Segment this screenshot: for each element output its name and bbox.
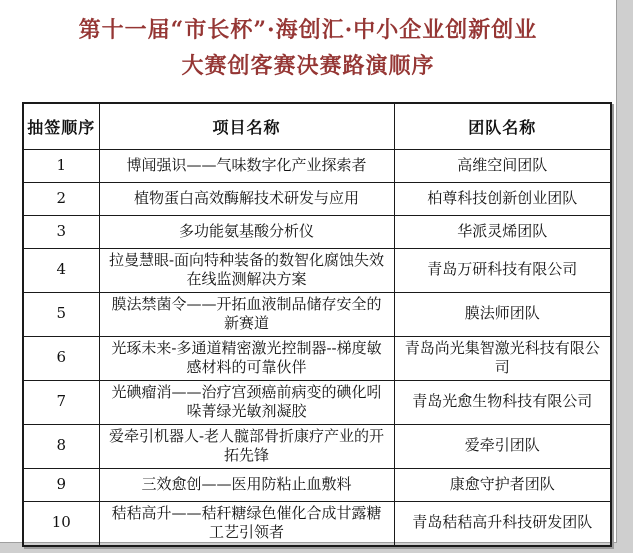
draw-order-cell: 1 (23, 149, 99, 182)
table-header-row (23, 103, 611, 149)
page-title (0, 12, 616, 84)
project-name-cell: 光琢未来-多通道精密激光控制器--梯度敏感材料的可靠伙伴 (99, 336, 394, 380)
table-row (23, 424, 611, 468)
project-name-cell: 光碘瘤消——治疗宫颈癌前病变的碘化吲哚菁绿光敏剂凝胶 (99, 380, 394, 424)
table-row (23, 501, 611, 546)
draw-order-cell: 9 (23, 468, 99, 501)
team-name-cell: 青岛尚光集智激光科技有限公司 (394, 336, 611, 380)
draw-order-cell: 6 (23, 336, 99, 380)
team-name-cell: 高维空间团队 (394, 149, 611, 182)
project-name-cell: 多功能氨基酸分析仪 (99, 215, 394, 248)
title-line-1: 第十一届“市长杯”·海创汇·中小企业创新创业 (78, 17, 538, 43)
table-row (23, 336, 611, 380)
column-header-team-name: 团队名称 (394, 103, 611, 149)
column-header-draw-order: 抽签顺序 (23, 103, 99, 149)
column-header-project-name: 项目名称 (99, 103, 394, 149)
team-name-cell: 华派灵烯团队 (394, 215, 611, 248)
project-name-cell: 秸秸高升——秸秆糖绿色催化合成甘露糖工艺引领者 (99, 501, 394, 546)
title-line-2: 大赛创客赛决赛路演顺序 (181, 53, 435, 79)
team-name-cell: 膜法师团队 (394, 292, 611, 336)
team-name-cell: 青岛万研科技有限公司 (394, 248, 611, 292)
draw-order-cell: 3 (23, 215, 99, 248)
team-name-cell: 柏尊科技创新创业团队 (394, 182, 611, 215)
draw-order-cell: 4 (23, 248, 99, 292)
team-name-cell: 康愈守护者团队 (394, 468, 611, 501)
table-row (23, 292, 611, 336)
project-name-cell: 博闻强识——气味数字化产业探索者 (99, 149, 394, 182)
draw-order-cell: 7 (23, 380, 99, 424)
team-name-cell: 青岛秸秸高升科技研发团队 (394, 501, 611, 546)
draw-order-cell: 5 (23, 292, 99, 336)
table-row (23, 468, 611, 501)
project-name-cell: 爱牵引机器人-老人髋部骨折康疗产业的开拓先锋 (99, 424, 394, 468)
draw-order-cell: 8 (23, 424, 99, 468)
table-row (23, 149, 611, 182)
table-row (23, 380, 611, 424)
roadshow-order-table (22, 102, 612, 547)
team-name-cell: 青岛光愈生物科技有限公司 (394, 380, 611, 424)
project-name-cell: 膜法禁菌令——开拓血液制品储存安全的新赛道 (99, 292, 394, 336)
draw-order-cell: 2 (23, 182, 99, 215)
table-row (23, 182, 611, 215)
table-row (23, 215, 611, 248)
table-row (23, 248, 611, 292)
project-name-cell: 拉曼慧眼-面向特种装备的数智化腐蚀失效在线监测解决方案 (99, 248, 394, 292)
project-name-cell: 三效愈创——医用防粘止血敷料 (99, 468, 394, 501)
project-name-cell: 植物蛋白高效酶解技术研发与应用 (99, 182, 394, 215)
team-name-cell: 爱牵引团队 (394, 424, 611, 468)
draw-order-cell: 10 (23, 501, 99, 546)
